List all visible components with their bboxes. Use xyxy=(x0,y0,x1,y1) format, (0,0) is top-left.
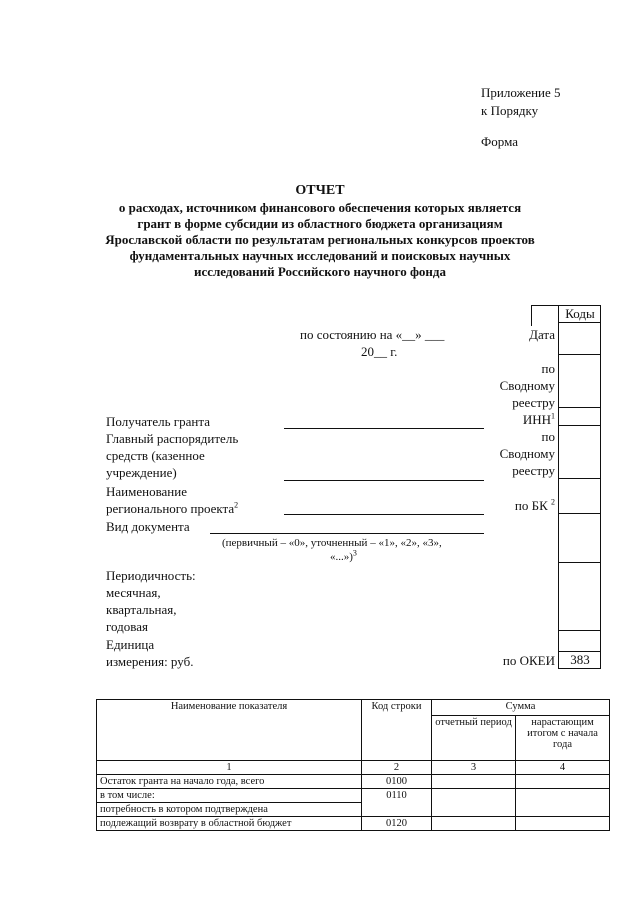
svod2-line-1: по xyxy=(541,429,555,444)
manager-line-1: Главный распорядитель xyxy=(106,431,239,446)
manager-underline xyxy=(284,480,484,481)
header-sum: Сумма xyxy=(432,700,610,716)
project-text: регионального проекта xyxy=(106,501,235,516)
codes-header: Коды xyxy=(565,306,595,321)
inn-footnote: 1 xyxy=(551,411,555,421)
inn-text: ИНН xyxy=(522,412,551,427)
project-line-1: Наименование xyxy=(106,484,187,499)
codes-divider xyxy=(558,562,601,563)
form-label: Форма xyxy=(481,134,518,149)
codes-divider xyxy=(558,630,601,631)
doc-type-label: Вид документа xyxy=(106,519,190,534)
recipient-underline xyxy=(284,428,484,429)
doc-hint-text: «...») xyxy=(330,551,353,563)
svod2-line-2: Сводному xyxy=(499,446,555,461)
report-title xyxy=(60,183,580,280)
table-row xyxy=(97,775,610,789)
row-period-value[interactable] xyxy=(432,775,516,789)
codes-header-top-border xyxy=(531,305,601,306)
doc-type-underline xyxy=(210,533,484,534)
okei-code: 383 xyxy=(570,652,590,667)
svod1-line-1: по xyxy=(541,361,555,376)
col-number-1: 1 xyxy=(97,761,362,775)
manager-line-3: учреждение) xyxy=(106,465,177,480)
date-label: Дата xyxy=(529,327,555,342)
doc-hint-line-1: (первичный – «0», уточненный – «1», «2», «3», xyxy=(222,537,442,549)
row-period-value[interactable] xyxy=(432,789,516,817)
header-period: отчетный период xyxy=(432,716,516,761)
header-cumulative: нарастающим итогом с начала года xyxy=(516,716,610,761)
title-line-5: исследований Российского научного фонда xyxy=(193,264,446,279)
row-name: Остаток гранта на начало года, всего xyxy=(97,775,362,789)
date-line-2: 20__ г. xyxy=(361,344,398,359)
row-name: потребность в котором подтверждена xyxy=(97,803,362,817)
header-code: Код строки xyxy=(362,700,432,761)
row-code: 0100 xyxy=(362,775,432,789)
okei-label: по ОКЕИ xyxy=(502,653,555,668)
col-number-3: 3 xyxy=(432,761,516,775)
title-line-4: фундаментальных научных исследований и поисковых научных xyxy=(129,248,511,263)
inn-label xyxy=(455,411,555,428)
row-name: в том числе: xyxy=(97,789,362,803)
codes-divider xyxy=(558,478,601,479)
table-header-row-1 xyxy=(97,700,610,716)
doc-hint-footnote: 3 xyxy=(352,548,357,558)
annex-line-1: Приложение 5 xyxy=(481,85,561,100)
recipient-label: Получатель гранта xyxy=(106,414,210,429)
table-numbers-row xyxy=(97,761,610,775)
title-line-1: о расходах, источником финансового обеспечения которых является xyxy=(118,200,522,215)
codes-header-left-border xyxy=(531,305,532,326)
codes-divider xyxy=(558,322,601,323)
codes-divider xyxy=(558,407,601,408)
codes-divider xyxy=(558,354,601,355)
codes-divider xyxy=(558,425,601,426)
period-line-1: Периодичность: xyxy=(106,568,196,583)
period-line-3: квартальная, xyxy=(106,602,177,617)
bk-footnote: 2 xyxy=(551,497,555,507)
project-footnote: 2 xyxy=(234,500,239,510)
project-underline xyxy=(284,514,484,515)
report-table xyxy=(96,699,610,831)
col-number-4: 4 xyxy=(516,761,610,775)
title-line-2: грант в форме субсидии из областного бюджета организациям xyxy=(137,216,503,231)
title-line-3: Ярославской области по результатам региональных конкурсов проектов xyxy=(105,232,535,247)
row-cumulative-value[interactable] xyxy=(516,789,610,817)
table-row xyxy=(97,817,610,831)
row-cumulative-value[interactable] xyxy=(516,775,610,789)
row-name: подлежащий возврату в областной бюджет xyxy=(97,817,362,831)
row-cumulative-value[interactable] xyxy=(516,817,610,831)
codes-column xyxy=(558,305,601,669)
row-code: 0120 xyxy=(362,817,432,831)
table-row xyxy=(97,789,610,803)
svod2-line-3: реестру xyxy=(512,463,555,478)
svod1-line-2: Сводному xyxy=(499,378,555,393)
row-code: 0110 xyxy=(362,789,432,817)
bk-text: по БК xyxy=(514,498,551,513)
report-heading: ОТЧЕТ xyxy=(295,183,345,198)
period-line-4: годовая xyxy=(106,619,148,634)
unit-line-1: Единица xyxy=(106,637,155,652)
date-line-1: по состоянию на «__» ___ xyxy=(300,327,445,342)
project-line-2 xyxy=(106,500,238,517)
unit-line-2: измерения: руб. xyxy=(106,654,194,669)
annex-line-2: к Порядку xyxy=(481,103,539,118)
row-period-value[interactable] xyxy=(432,817,516,831)
manager-line-2: средств (казенное xyxy=(106,448,205,463)
bk-label xyxy=(455,497,555,514)
col-number-2: 2 xyxy=(362,761,432,775)
doc-hint-line-2 xyxy=(330,550,357,564)
codes-divider xyxy=(558,513,601,514)
annex-block xyxy=(481,84,561,120)
svod1-line-3: реестру xyxy=(512,395,555,410)
header-name: Наименование показателя xyxy=(97,700,362,761)
period-line-2: месячная, xyxy=(106,585,161,600)
